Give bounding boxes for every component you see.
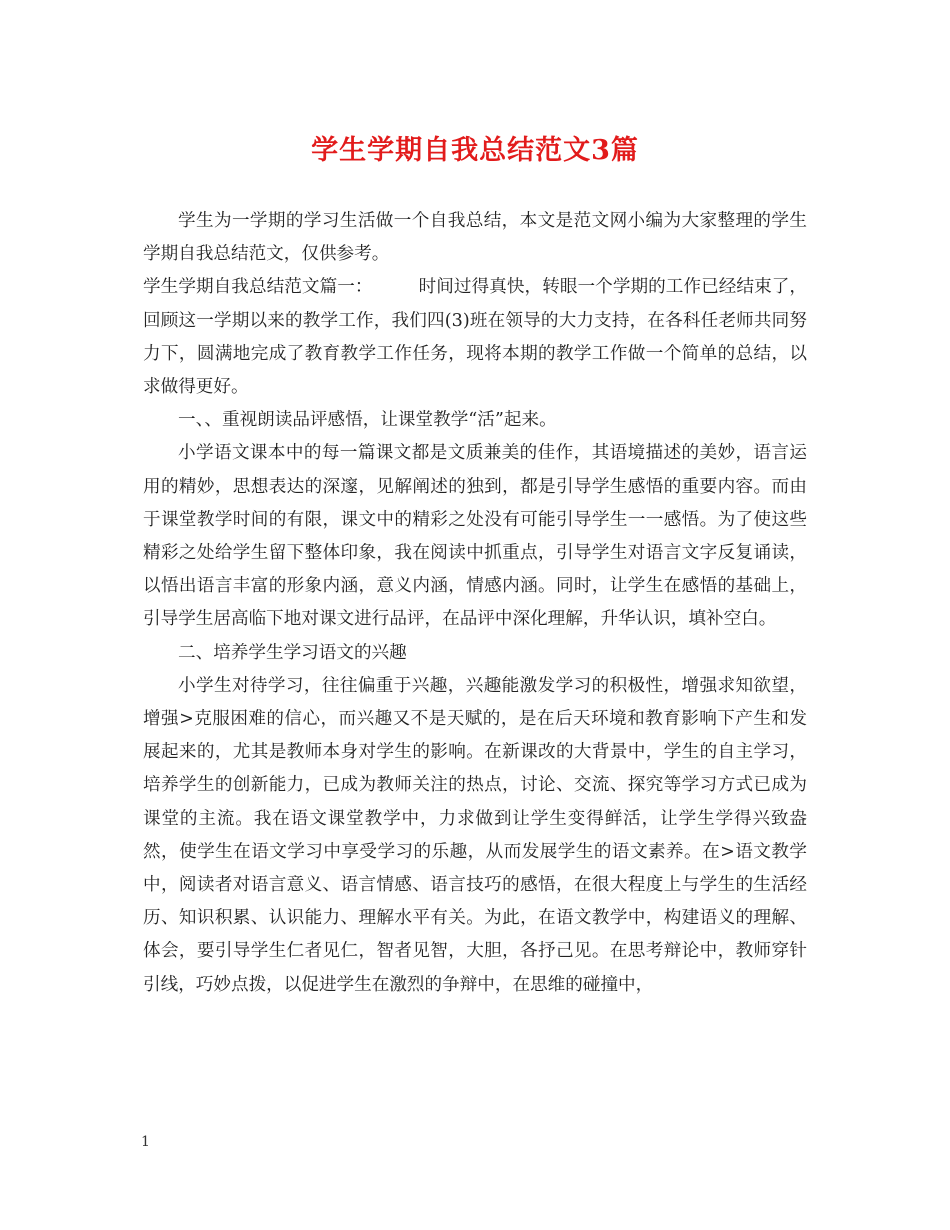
section-one-paragraph: 小学语文课本中的每一篇课文都是文质兼美的佳作，其语境描述的美妙，语言运用的精妙，思想表达的深邃，见解阐述的独到，都是引导学生感悟的重要内容。而由于课堂教学时间的有限，课文中的精彩之处没有可能引导学生一一感悟。为了使这些精彩之处给学生留下整体印象，我在阅读中抓重点，引导学生对语言文字反复诵读，以悟出语言丰富的形象内涵，意义内涵，情感内涵。同时，让学生在感悟的基础上，引导学生居高临下地对课文进行品评，在品评中深化理解，升华认识，填补空白。 — [143, 443, 807, 630]
section-heading-two: 二、培养学生学习语文的兴趣 — [178, 642, 407, 663]
intro-paragraph: 学生为一学期的学习生活做一个自我总结，本文是范文网小编为大家整理的学生学期自我总结范文，仅供参考。 — [143, 211, 807, 265]
article-one-label: 学生学期自我总结范文篇一： — [143, 277, 373, 298]
section-two-paragraph: 小学生对待学习，往往偏重于兴趣，兴趣能激发学习的积极性，增强求知欲望，增强>克服困难的信心，而兴趣又不是天赋的，是在后天环境和教育影响下产生和发展起来的，尤其是教师本身对学生的影响。在新课改的大背景中，学生的自主学习，培养学生的创新能力，已成为教师关注的热点，讨论、交流、探究等学习方式已成为课堂的主流。我在语文课堂教学中，力求做到让学生变得鲜活，让学生学得兴致盎然，使学生在语文学习中享受学习的乐趣，从而发展学生的语文素养。在>语文教学中，阅读者对语言意义、语言情感、语言技巧的感悟，在很大程度上与学生的生活经历、知识积累、认识能力、理解水平有关。为此，在语文教学中，构建语义的理解、体会，要引导学生仁者见仁，智者见智，大胆，各抒己见。在思考辩论中，教师穿针引线，巧妙点拨，以促进学生在激烈的争辩中，在思维的碰撞中， — [143, 675, 807, 995]
document-title: 学生学期自我总结范文3篇 — [311, 135, 639, 166]
page-number: 1 — [141, 1134, 150, 1150]
section-heading-one: 一、、重视朗读品评感悟，让课堂教学“活”起来。 — [178, 410, 557, 431]
article-one-lead: 时间过得真快，转眼一个学期的工作已经结束了，回顾这一学期以来的教学工作，我们四(3)班在领导的大力支持，在各科任老师共同努力下，圆满地完成了教育教学工作任务，现将本期的教学工作做一个简单的总结，以求做得更好。 — [143, 277, 807, 398]
document-body — [143, 205, 807, 1002]
article-one-paragraph — [143, 271, 807, 404]
